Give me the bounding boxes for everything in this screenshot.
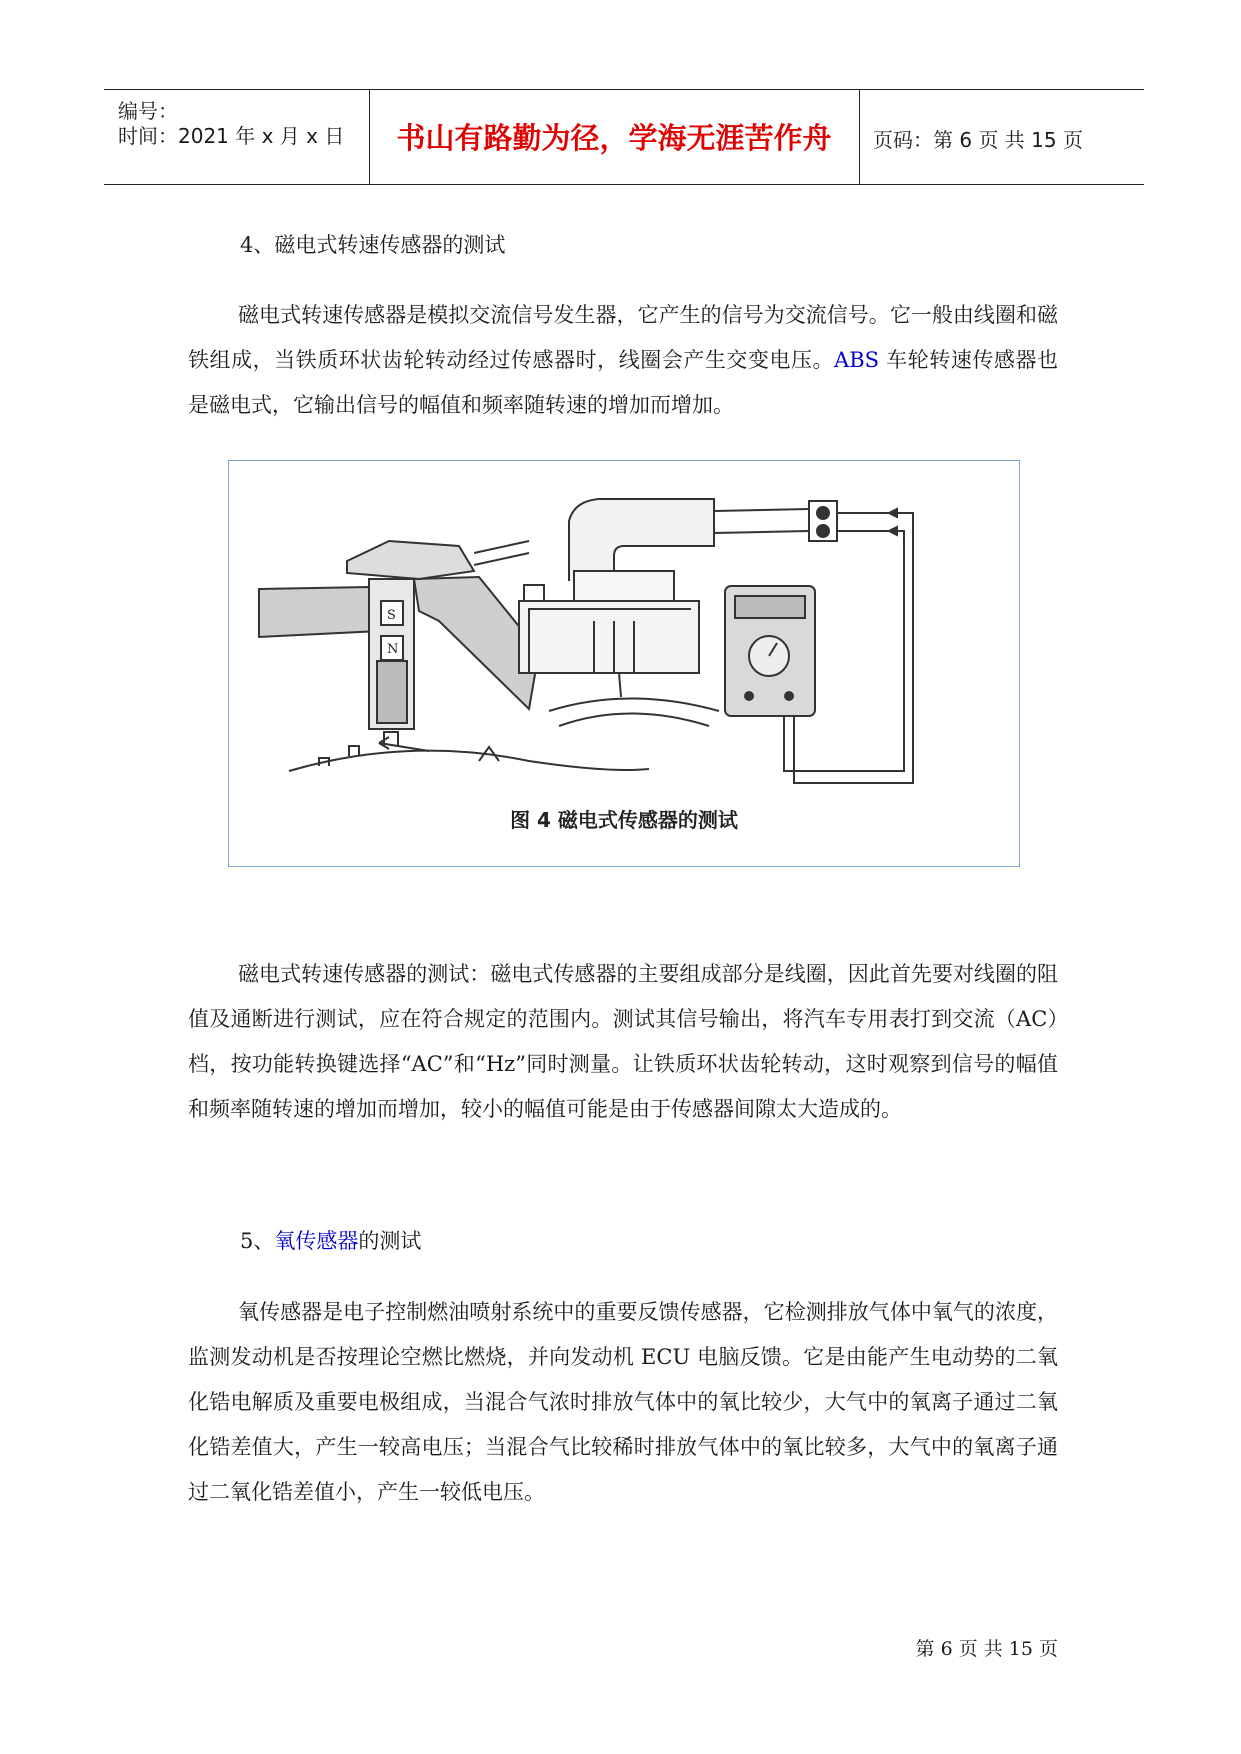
abs-link[interactable]: ABS: [834, 348, 880, 372]
oxygen-sensor-link[interactable]: 氧传感器: [274, 1229, 359, 1253]
figure-4: [228, 460, 1020, 867]
header-page-cell: [859, 90, 1144, 184]
section4-para1-text-b: 车轮转速传感器也是磁电式，它输出信号的幅值和频率随转速的增加而增加。: [188, 348, 1058, 417]
page-header: [104, 89, 1144, 185]
header-info-cell: [104, 90, 370, 184]
number-label: 编号：: [118, 99, 178, 123]
section4-paragraph2: [188, 952, 1058, 1132]
section5-para-text: 氧传感器是电子控制燃油喷射系统中的重要反馈传感器，它检测排放气体中氧气的浓度，监测发动机是否按理论空燃比燃烧，并向发动机 ECU 电脑反馈。它是由能产生电动势的二氧化锆电解质及重要电极组成，当混合气浓时排放气体中的氧比较少，大气中的氧离子通过二氧化锆差值大，产生一较高电压；当混合气比较稀时排放气体中的氧比较多，大气中的氧离子通过二氧化锆差值小，产生一较低电压。: [188, 1300, 1058, 1504]
n-pole-label: N: [387, 642, 399, 657]
header-page-info: 页码：第 6 页 共 15 页: [873, 128, 1083, 152]
s-pole-label: S: [387, 608, 396, 623]
section4-heading: 4、磁电式转速传感器的测试: [240, 233, 506, 257]
section5-paragraph: [188, 1290, 1058, 1515]
section5-heading-prefix: 5、: [240, 1229, 275, 1253]
page-footer: 第 6 页 共 15 页: [915, 1638, 1058, 1660]
section4-para2-text: 磁电式转速传感器的测试：磁电式传感器的主要组成部分是线圈，因此首先要对线圈的阻值及通断进行测试，应在符合规定的范围内。测试其信号输出，将汽车专用表打到交流（AC）档，按功能转换键选择“AC”和“Hz”同时测量。让铁质环状齿轮转动，这时观察到信号的幅值和频率随转速的增加而增加，较小的幅值可能是由于传感器间隙太大造成的。: [188, 962, 1058, 1121]
section5-heading: [240, 1225, 421, 1255]
section4-para1-text-a: 磁电式转速传感器是模拟交流信号发生器，它产生的信号为交流信号。它一般由线圈和磁铁组成，当铁质环状齿轮转动经过传感器时，线圈会产生交变电压。: [188, 303, 1058, 372]
motto: 书山有路勤为径，学海无涯苦作舟: [396, 121, 832, 155]
figure-caption: 图 4 磁电式传感器的测试: [510, 808, 738, 832]
time-label: 时间：2021 年 x 月 x 日: [118, 124, 345, 148]
header-motto-cell: [369, 90, 860, 184]
section4-paragraph1: [188, 293, 1058, 428]
section5-heading-suffix: 的测试: [358, 1229, 422, 1253]
